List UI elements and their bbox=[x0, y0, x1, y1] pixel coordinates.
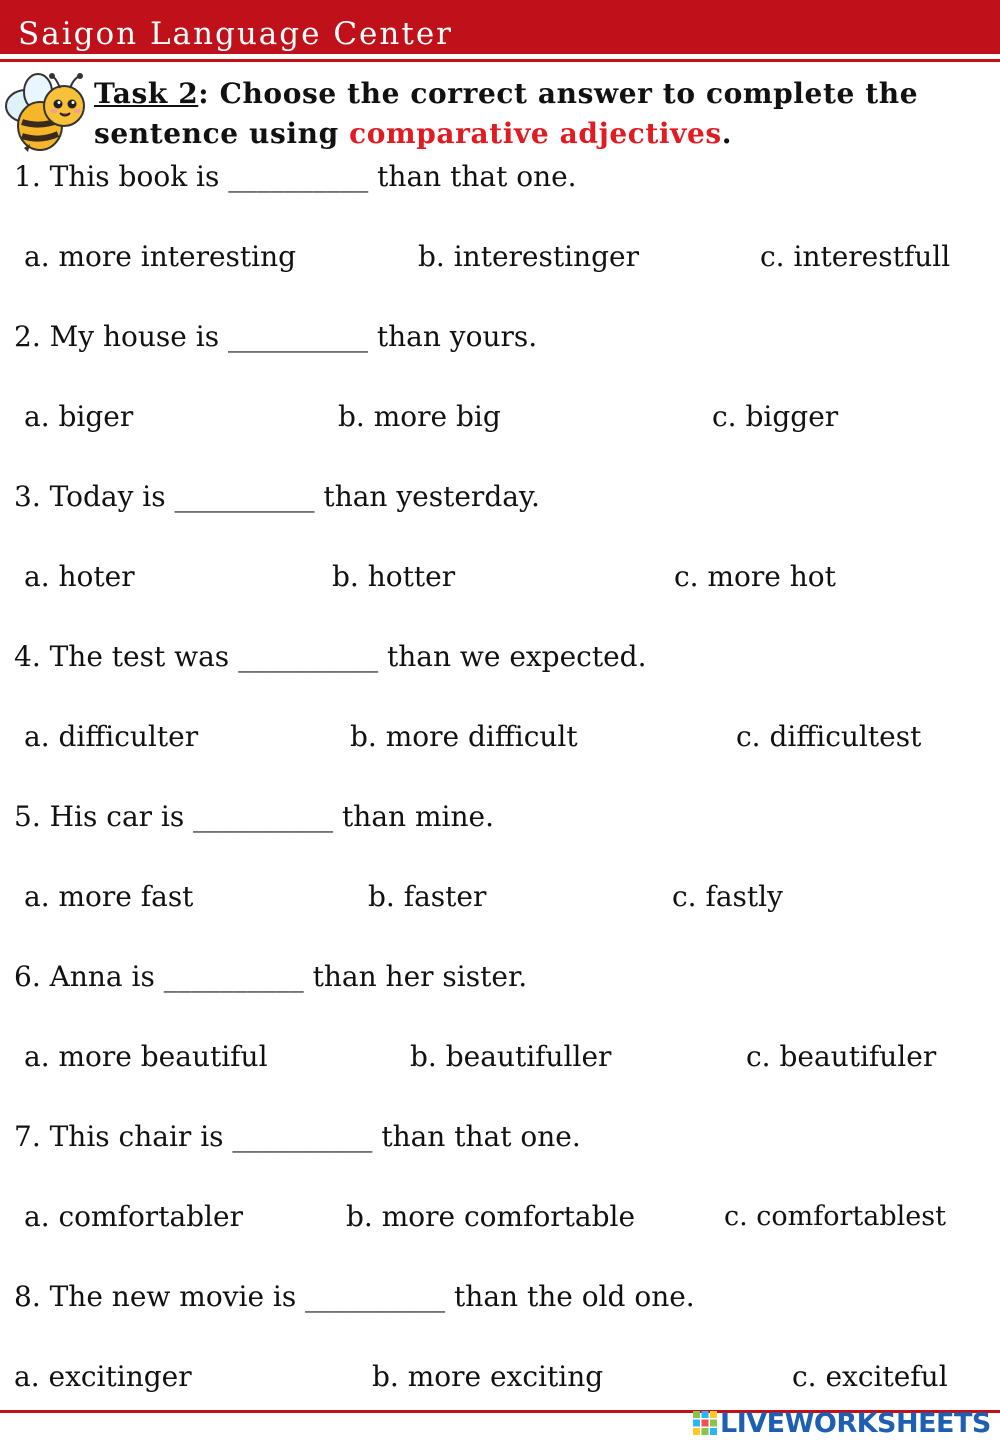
question-3-option-b[interactable]: b. hotter bbox=[332, 560, 456, 593]
question-2-option-b[interactable]: b. more big bbox=[338, 400, 501, 433]
question-8-stem: 8. The new movie is __________ than the old one. bbox=[14, 1280, 695, 1313]
question-7-stem: 7. This chair is __________ than that one. bbox=[14, 1120, 581, 1153]
task-text-end: . bbox=[721, 117, 733, 150]
question-3-option-a[interactable]: a. hoter bbox=[24, 560, 135, 593]
question-8-option-b[interactable]: b. more exciting bbox=[372, 1360, 604, 1393]
task-text: : Choose the correct answer to complete the sentence using bbox=[94, 77, 919, 150]
question-6-option-b[interactable]: b. beautifuller bbox=[410, 1040, 612, 1073]
question-2-option-c[interactable]: c. bigger bbox=[712, 400, 839, 433]
question-4-option-a[interactable]: a. difficulter bbox=[24, 720, 199, 753]
question-6-option-a[interactable]: a. more beautiful bbox=[24, 1040, 268, 1073]
question-5-option-c[interactable]: c. fastly bbox=[672, 880, 783, 913]
task-highlight: comparative adjectives bbox=[349, 117, 722, 150]
question-6-stem: 6. Anna is __________ than her sister. bbox=[14, 960, 528, 993]
question-1-option-c[interactable]: c. interestfull bbox=[760, 240, 951, 273]
question-2-option-a[interactable]: a. biger bbox=[24, 400, 134, 433]
liveworksheets-logo-icon bbox=[692, 1410, 718, 1436]
task-instructions bbox=[94, 74, 994, 154]
question-3-option-c[interactable]: c. more hot bbox=[674, 560, 836, 593]
question-7-option-c[interactable]: c. comfortablest bbox=[724, 1201, 946, 1232]
brand-text: LIVEWORKSHEETS bbox=[720, 1407, 991, 1439]
question-8-option-a[interactable]: a. excitinger bbox=[14, 1360, 192, 1393]
question-1-stem: 1. This book is __________ than that one. bbox=[14, 160, 577, 193]
question-5-option-a[interactable]: a. more fast bbox=[24, 880, 194, 913]
question-5-option-b[interactable]: b. faster bbox=[368, 880, 487, 913]
question-4-option-c[interactable]: c. difficultest bbox=[736, 720, 922, 753]
header-divider bbox=[0, 59, 1000, 62]
question-2-stem: 2. My house is __________ than yours. bbox=[14, 320, 538, 353]
question-5-stem: 5. His car is __________ than mine. bbox=[14, 800, 494, 833]
question-7-option-b[interactable]: b. more comfortable bbox=[346, 1200, 636, 1233]
footer-brand[interactable] bbox=[692, 1408, 991, 1438]
question-1-option-a[interactable]: a. more interesting bbox=[24, 240, 297, 273]
question-3-stem: 3. Today is __________ than yesterday. bbox=[14, 480, 540, 513]
task-label: Task 2 bbox=[94, 77, 199, 110]
question-7-option-a[interactable]: a. comfortabler bbox=[24, 1200, 243, 1233]
question-4-option-b[interactable]: b. more difficult bbox=[350, 720, 578, 753]
page-header-title: Saigon Language Center bbox=[18, 16, 453, 52]
question-1-option-b[interactable]: b. interestinger bbox=[418, 240, 639, 273]
question-8-option-c[interactable]: c. exciteful bbox=[792, 1360, 948, 1393]
question-6-option-c[interactable]: c. beautifuler bbox=[746, 1040, 937, 1073]
question-4-stem: 4. The test was __________ than we expected. bbox=[14, 640, 647, 673]
bee-icon bbox=[0, 66, 92, 158]
